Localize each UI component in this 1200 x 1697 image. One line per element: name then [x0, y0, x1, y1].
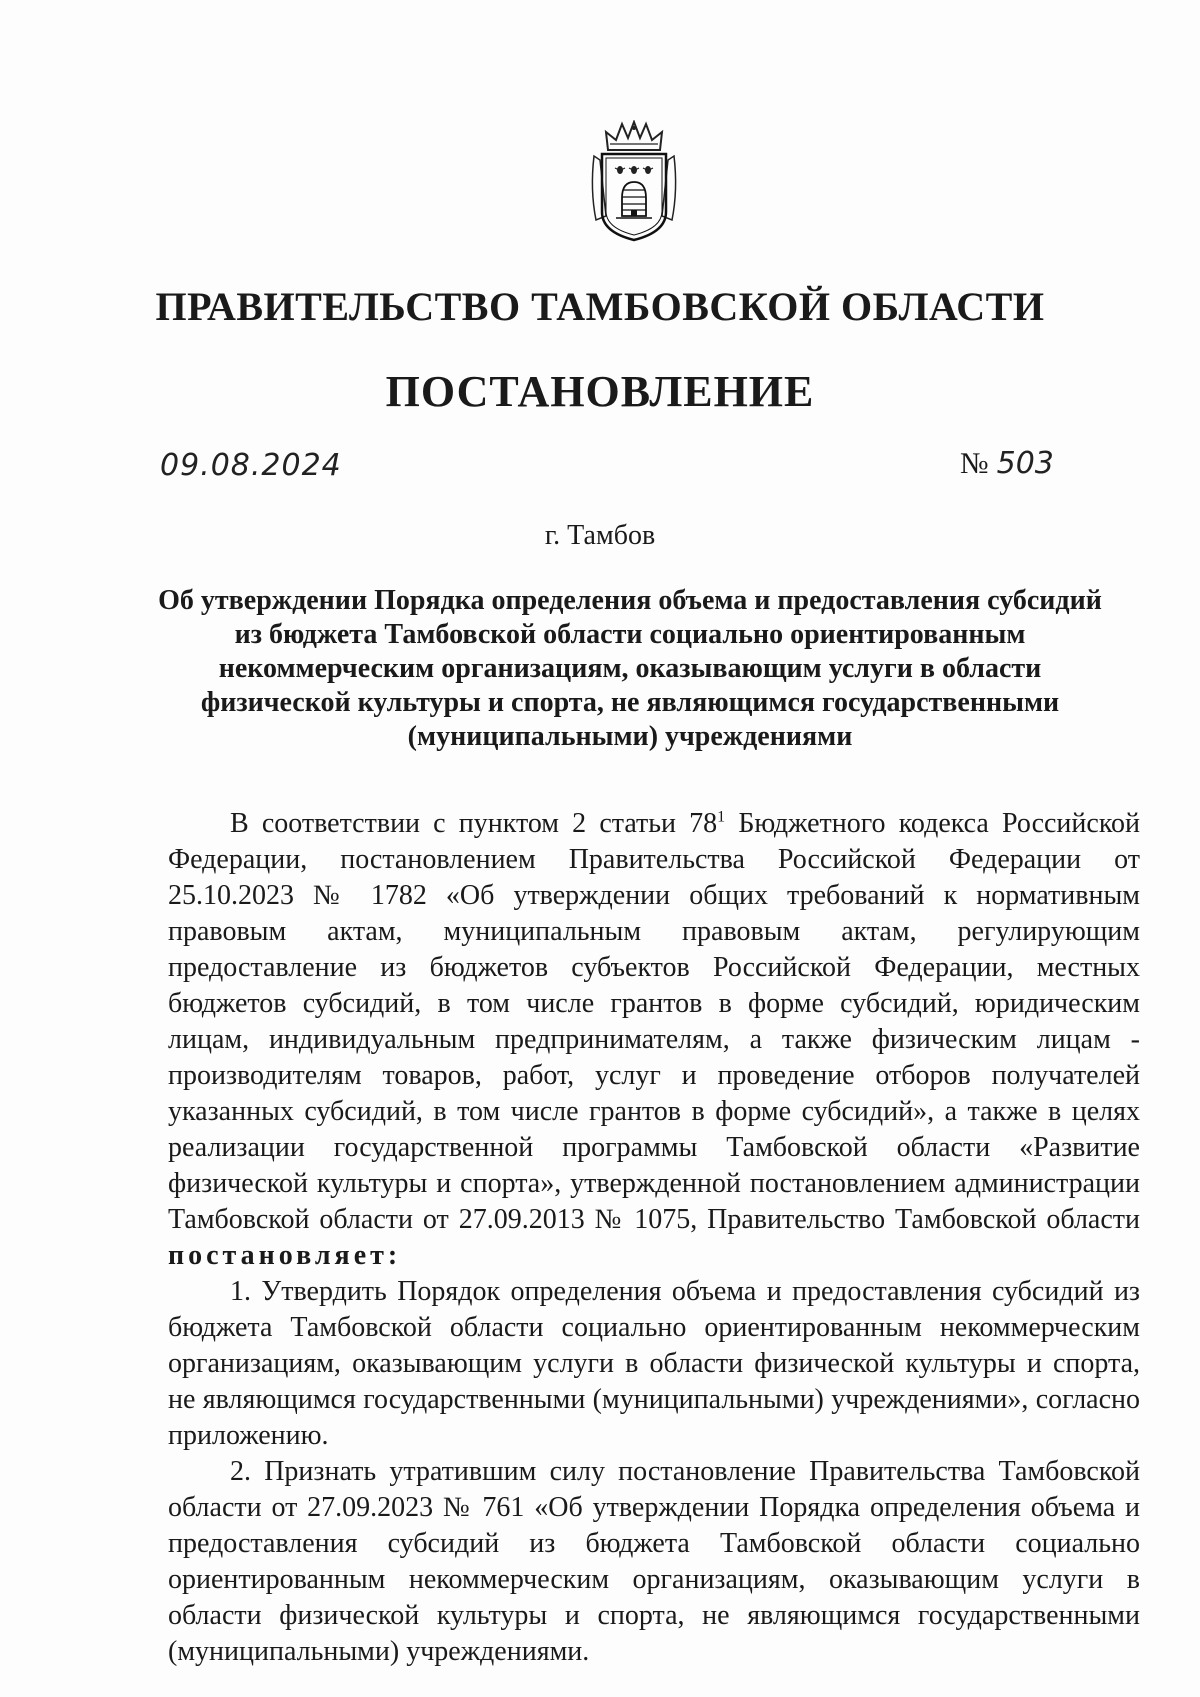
preamble-text-main: Бюджетного кодекса Российской Федерации, постановлением Правительства Российской Федерации от 25.10.2023 № 1782 «Об утверждении общих требований к нормативным правовым актам, муниципальным правовым актам, регулирующим предоставление из бюджетов субъектов Российской Федерации, местных бюджетов субсидий, в том числе грантов в форме субсидий, юридическим лицам, индивидуальным предпринимателям, а также физическим лицам - производителям товаров, работ, услуг и проведение отборов получателей указанных субсидий, в том числе грантов в форме субсидий», а также в целях реализации государственной программы Тамбовской области «Развитие физической культуры и спорта», утвержденной постановлением администрации Тамбовской области от 27.09.2013 № 1075, Правительство Тамбовской области — [168, 808, 1140, 1235]
clause-2: 2. Признать утратившим силу постановление Правительства Тамбовской области от 27.09.2023 № 761 «Об утверждении Порядка определения объема и предоставления субсидий из бюджета Тамбовской области социально ориентированным некоммерческим организациям, оказывающим услуги в области физической культуры и спорта, не являющимся государственными (муниципальными) учреждениями. — [168, 1456, 1140, 1667]
organization-title: ПРАВИТЕЛЬСТВО ТАМБОВСКОЙ ОБЛАСТИ — [155, 284, 1045, 329]
number-sign: № — [960, 447, 989, 480]
preamble-paragraph — [168, 806, 1140, 1274]
document-type-title: ПОСТАНОВЛЕНИЕ — [385, 367, 815, 416]
coat-of-arms-emblem — [586, 120, 682, 244]
number-value: 503 — [996, 446, 1054, 481]
article-superscript: 1 — [717, 808, 726, 826]
document-subject: Об утверждении Порядка определения объема и предоставления субсидий из бюджета Тамбовской области социально ориентированным некоммерческим организациям, оказывающим услуги в области физической культуры и спорта, не являющимся государственными (муниципальными) учреждениями — [158, 585, 1102, 752]
document-date: 09.08.2024 — [160, 448, 342, 483]
decree-word: постановляет: — [168, 1240, 402, 1271]
city-line: г. Тамбов — [544, 520, 656, 551]
document-body — [168, 806, 1140, 1670]
document-number — [960, 446, 1054, 481]
preamble-text-start: В соответствии с пунктом 2 статьи 78 — [230, 808, 718, 839]
clause-1: 1. Утвердить Порядок определения объема и предоставления субсидий из бюджета Тамбовской области социально ориентированным некоммерческим организациям, оказывающим услуги в области физической культуры и спорта, не являющимся государственными (муниципальными) учреждениями», согласно приложению. — [168, 1276, 1140, 1451]
